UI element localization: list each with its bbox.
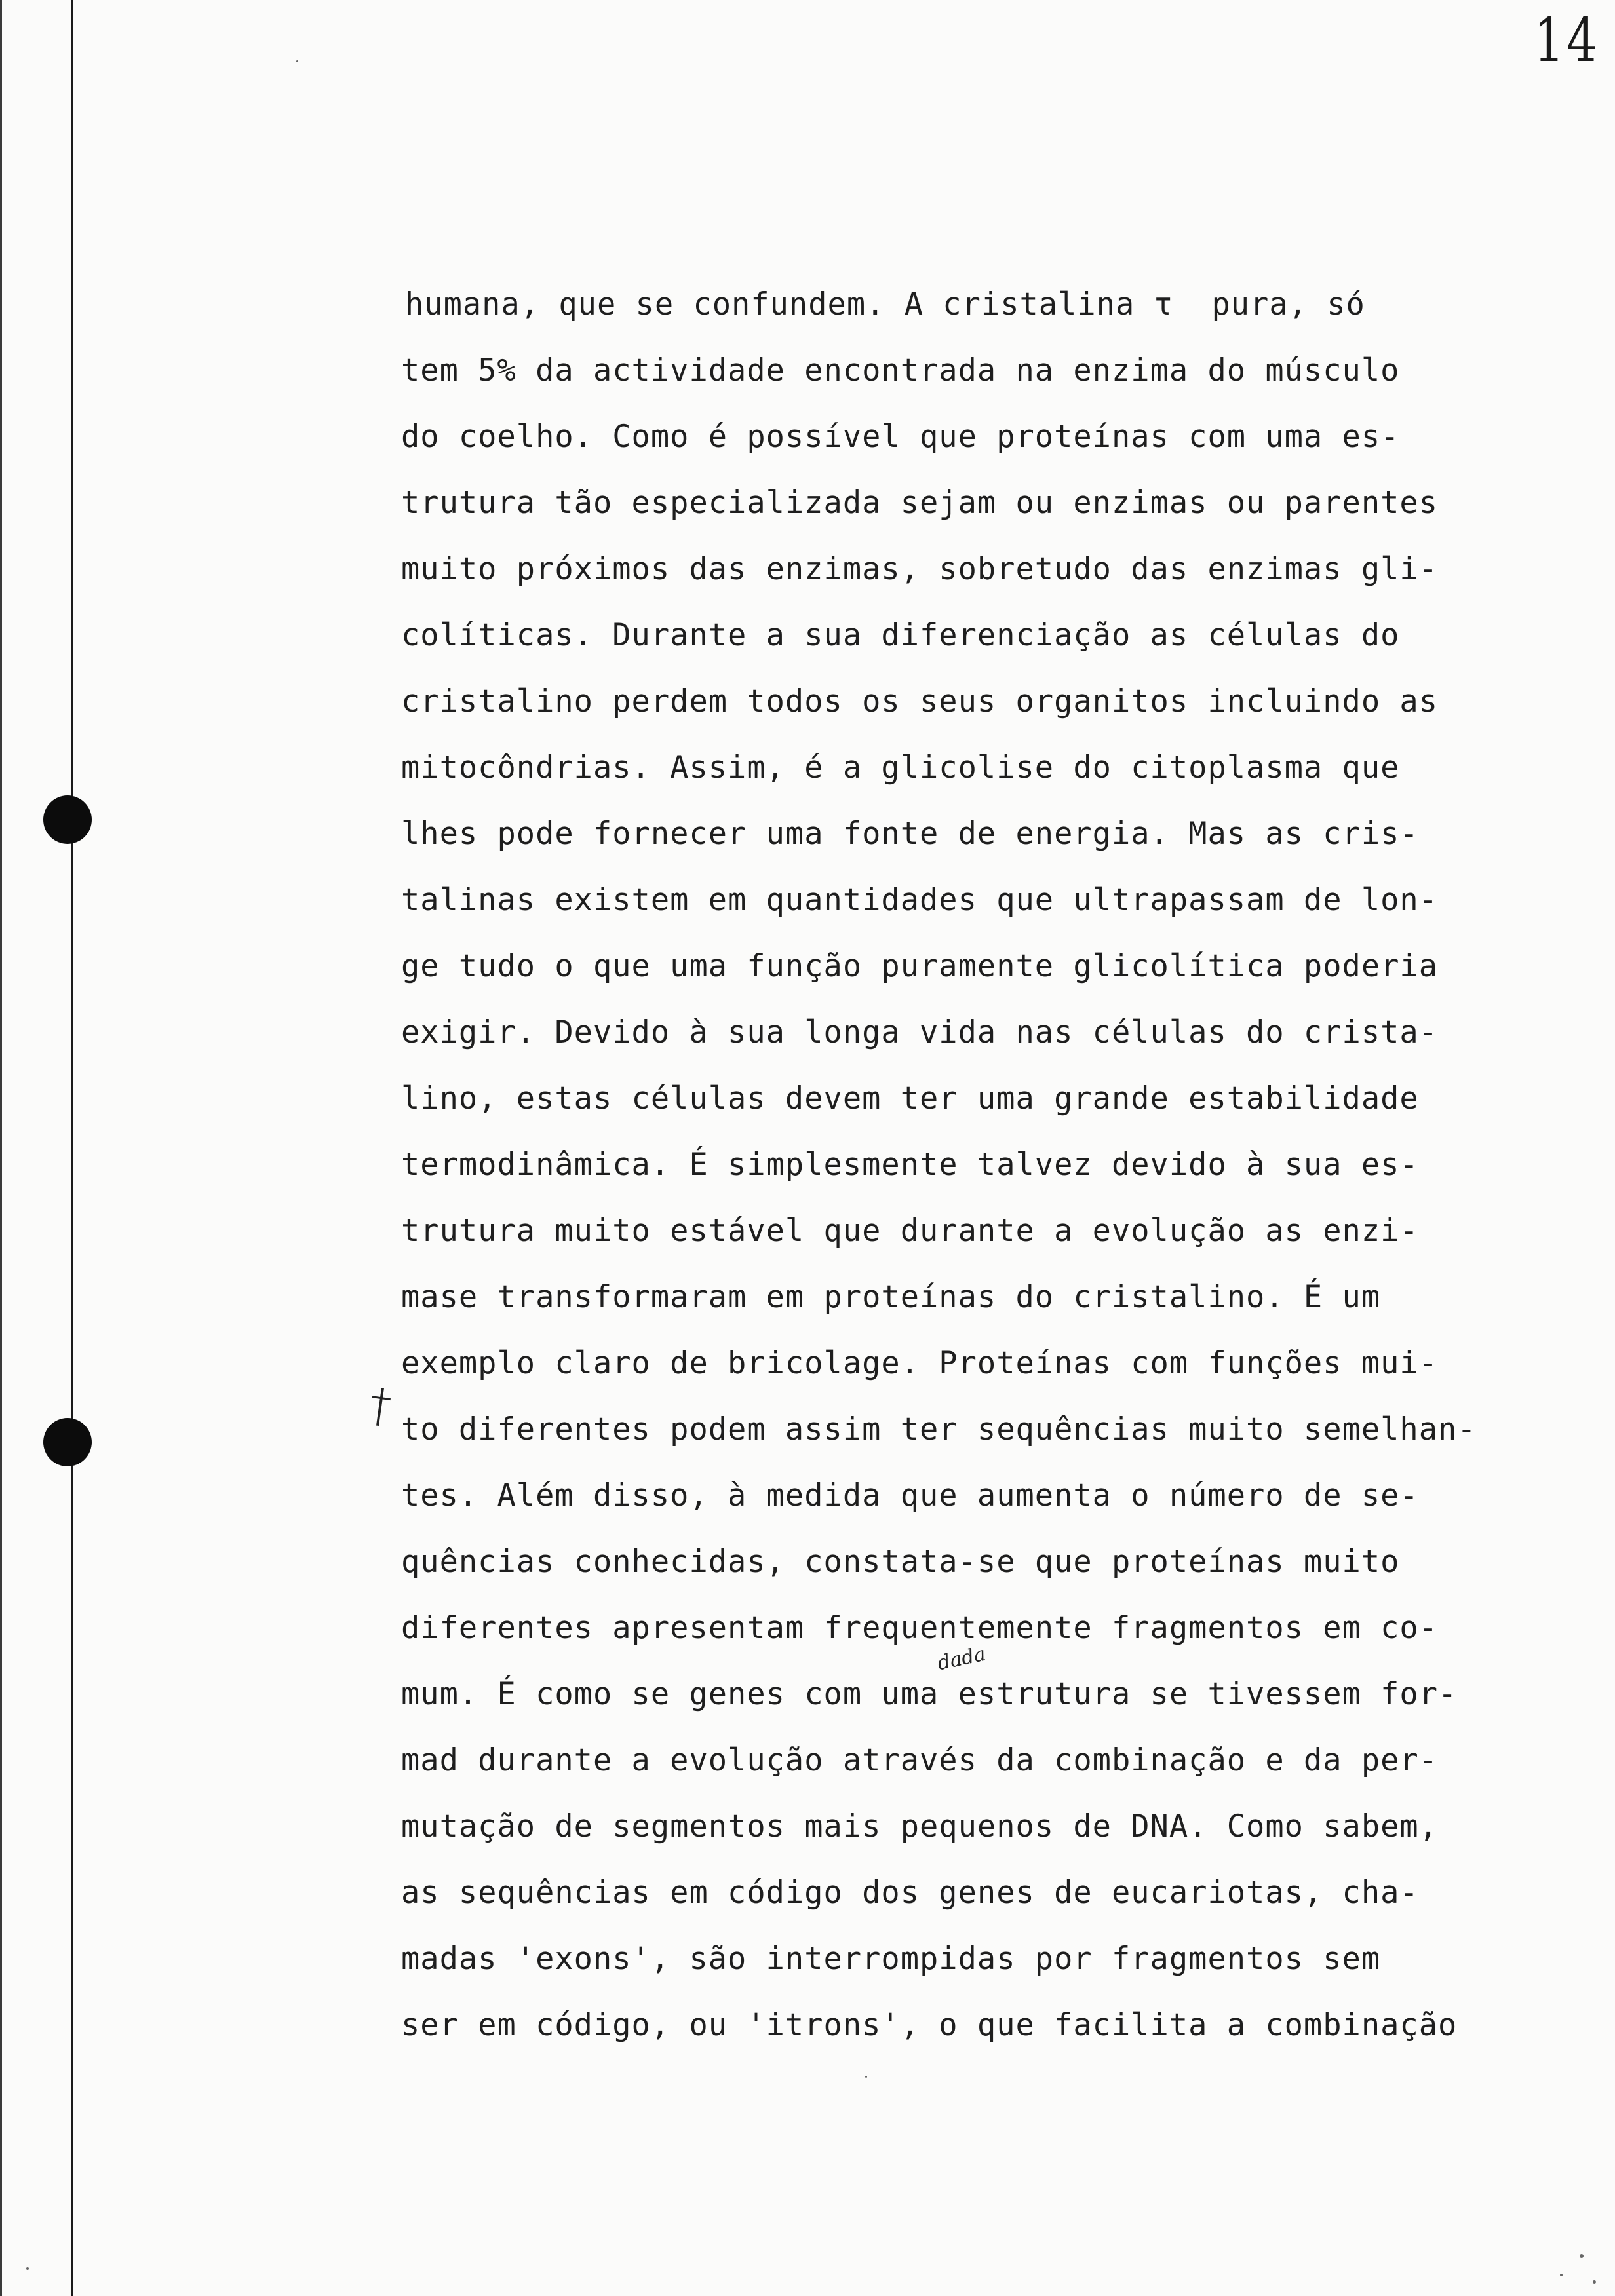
body-text	[401, 271, 1515, 2058]
scan-speck	[26, 2267, 29, 2270]
text-line: to diferentes podem assim ter sequências muito semelhan-	[401, 1411, 1477, 1447]
text-line: colíticas. Durante a sua diferenciação as células do	[401, 617, 1400, 653]
scan-speck	[1560, 2274, 1563, 2276]
text-line: mad durante a evolução através da combinação e da per-	[401, 1742, 1439, 1778]
text-line: exigir. Devido à sua longa vida nas células do crista-	[401, 1014, 1439, 1050]
left-page-edge	[0, 0, 2, 2296]
scan-speck	[1593, 2280, 1596, 2284]
text-line: tes. Além disso, à medida que aumenta o número de se-	[401, 1478, 1419, 1514]
text-line: trutura muito estável que durante a evolução as enzi-	[401, 1213, 1419, 1249]
text-line: ge tudo o que uma função puramente glicolítica poderia	[401, 948, 1439, 984]
text-line: cristalino perdem todos os seus organitos incluindo as	[401, 683, 1439, 719]
handwritten-insertion: dada	[935, 1642, 988, 1675]
text-line: mitocôndrias. Assim, é a glicolise do citoplasma que	[401, 750, 1400, 786]
text-line: exemplo claro de bricolage. Proteínas com funções mui-	[401, 1345, 1439, 1381]
text-line: tem 5% da actividade encontrada na enzima do músculo	[401, 353, 1400, 389]
handwritten-correction-mark	[376, 1388, 384, 1426]
punch-hole-bottom	[43, 1418, 92, 1466]
text-line: talinas existem em quantidades que ultrapassam de lon-	[401, 882, 1439, 918]
text-line: termodinâmica. É simplesmente talvez devido à sua es-	[401, 1147, 1419, 1183]
text-line: do coelho. Como é possível que proteínas com uma es-	[401, 419, 1400, 455]
text-line: lhes pode fornecer uma fonte de energia. Mas as cris-	[401, 816, 1419, 852]
left-margin-rule	[71, 0, 73, 2296]
scan-speck	[296, 60, 298, 62]
scan-speck	[1580, 2254, 1584, 2258]
text-line: ser em código, ou 'itrons', o que facilita a combinação	[401, 2007, 1458, 2043]
text-line: humana, que se confundem. A cristalina τ pura, só	[405, 286, 1365, 322]
scan-speck	[865, 2076, 867, 2078]
punch-hole-top	[43, 795, 92, 844]
text-line: muito próximos das enzimas, sobretudo das enzimas gli-	[401, 551, 1439, 587]
text-line: madas 'exons', são interrompidas por fragmentos sem	[401, 1941, 1381, 1977]
text-line: quências conhecidas, constata-se que proteínas muito	[401, 1544, 1400, 1580]
text-line: mutação de segmentos mais pequenos de DNA. Como sabem,	[401, 1808, 1439, 1845]
text-line: trutura tão especializada sejam ou enzimas ou parentes	[401, 485, 1439, 521]
page-number: 14	[1534, 5, 1600, 75]
text-line: diferentes apresentam frequentemente fragmentos em co-	[401, 1610, 1439, 1646]
text-line: as sequências em código dos genes de eucariotas, cha-	[401, 1875, 1419, 1911]
text-line: lino, estas células devem ter uma grande estabilidade	[401, 1081, 1419, 1117]
text-line: mum. É como se genes com uma estrutura se tivessem for-	[401, 1676, 1458, 1712]
text-line: mase transformaram em proteínas do cristalino. É um	[401, 1279, 1381, 1315]
